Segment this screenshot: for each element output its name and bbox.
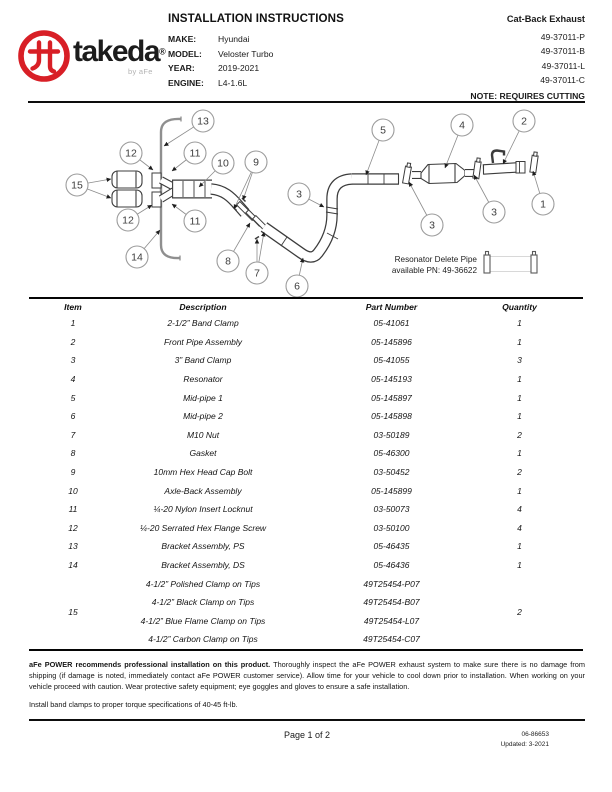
table-cell: 4-1/2” Polished Clamp on Tips <box>145 578 261 589</box>
table-cell: 05-145193 <box>371 374 412 385</box>
svg-text:3: 3 <box>491 206 497 219</box>
svg-text:15: 15 <box>71 179 83 192</box>
table-cell: 05-41061 <box>373 318 410 329</box>
mid-pipe-1-art <box>352 174 399 183</box>
table-cell: 3” Band Clamp <box>174 355 232 366</box>
table-cell: 05-41055 <box>373 355 410 366</box>
table-cell: 05-46300 <box>373 448 410 459</box>
table-cell: 14 <box>68 560 78 571</box>
axle-back-art <box>161 180 245 213</box>
table-cell: 49T25454-P07 <box>363 578 420 589</box>
header-right <box>470 12 585 104</box>
callout-3 <box>288 183 310 205</box>
table-cell: 49T25454-L07 <box>363 615 420 626</box>
table-cell: 1 <box>517 336 522 347</box>
table-cell: 4 <box>517 504 522 515</box>
vehicle-label: ENGINE: <box>168 77 204 88</box>
table-cell: 03-50189 <box>373 429 410 440</box>
table-cell: 4-1/2” Blue Flame Clamp on Tips <box>140 615 266 626</box>
table-cell: 49T25454-C07 <box>363 634 420 645</box>
table-cell: 05-145898 <box>371 411 412 422</box>
table-cell: 1 <box>517 318 522 329</box>
svg-text:3: 3 <box>296 188 302 201</box>
callout-5 <box>372 119 394 141</box>
table-cell: 1 <box>517 392 522 403</box>
table-cell: 4 <box>517 522 522 533</box>
table-cell: 03-50452 <box>373 467 410 478</box>
svg-text:11: 11 <box>189 215 201 228</box>
svg-text:9: 9 <box>253 156 259 169</box>
kit-part-number: 49-37011-C <box>540 75 585 86</box>
updated-date: Updated: 3-2021 <box>500 740 549 748</box>
table-cell: 3 <box>517 355 522 366</box>
warning-lead: aFe POWER recommends professional installation on this product. <box>29 660 271 669</box>
table-cell: 3 <box>70 355 76 366</box>
table-cell: 15 <box>68 606 78 617</box>
table-cell: Mid-pipe 1 <box>183 392 223 403</box>
vehicle-row <box>168 32 344 47</box>
table-row-tip-option <box>29 574 583 593</box>
table-row <box>29 556 583 575</box>
callout-12 <box>120 142 142 164</box>
table-cell: 1 <box>517 448 522 459</box>
callout-15 <box>66 174 88 196</box>
table-cell: 4-1/2” Carbon Clamp on Tips <box>148 634 258 645</box>
table-row <box>29 426 583 445</box>
vehicle-row <box>168 47 344 62</box>
svg-text:12: 12 <box>122 214 134 227</box>
table-row <box>29 500 583 519</box>
installation-warning <box>29 659 585 692</box>
footer-divider <box>29 719 585 721</box>
brand-name: takeda <box>73 35 160 68</box>
column-header: Part Number <box>365 301 418 312</box>
svg-text:8: 8 <box>225 255 231 268</box>
kit-part-numbers <box>470 30 585 88</box>
table-cell: ¼-20 Serrated Hex Flange Screw <box>139 522 267 533</box>
table-cell: 4-1/2” Black Clamp on Tips <box>151 597 255 608</box>
svg-text:6: 6 <box>294 280 300 293</box>
svg-text:10: 10 <box>217 157 229 170</box>
resonator-delete-pipe-art <box>484 252 537 274</box>
vehicle-value: Hyundai <box>218 34 250 44</box>
cutting-note: NOTE: REQUIRES CUTTING <box>470 90 585 101</box>
svg-text:5: 5 <box>380 124 386 137</box>
table-cell: 1 <box>517 374 522 385</box>
callout-10 <box>212 152 234 174</box>
callout-9 <box>245 151 267 173</box>
vehicle-info <box>168 32 344 90</box>
svg-text:2: 2 <box>521 115 527 128</box>
doc-number: 06-86653 <box>521 731 549 739</box>
table-cell: 10 <box>68 485 78 496</box>
table-cell: 03-50100 <box>373 522 410 533</box>
callout-6 <box>286 275 308 297</box>
table-cell: 6 <box>70 411 76 422</box>
page-title: INSTALLATION INSTRUCTIONS <box>168 12 344 25</box>
callout-8 <box>217 250 239 272</box>
vehicle-label: MAKE: <box>168 34 197 44</box>
table-row <box>29 519 583 538</box>
callout-7 <box>246 262 268 284</box>
table-row <box>29 481 583 500</box>
kit-part-number: 49-37011-B <box>540 46 585 57</box>
callout-1 <box>532 193 554 215</box>
table-cell: 05-145899 <box>371 485 412 496</box>
callout-2 <box>513 110 535 132</box>
product-name: Cat-Back Exhaust <box>506 14 585 24</box>
table-cell: 13 <box>68 541 78 552</box>
table-cell: 03-50073 <box>373 504 410 515</box>
table-row <box>29 463 583 482</box>
table-row <box>29 388 583 407</box>
vehicle-value: L4-1.6L <box>218 77 248 88</box>
vehicle-value: 2019-2021 <box>218 63 260 74</box>
torque-note: Install band clamps to proper torque specifications of 40-45 ft-lb. <box>29 700 238 710</box>
table-cell: 2 <box>517 429 522 440</box>
table-cell: M10 Nut <box>186 429 220 440</box>
table-cell: 9 <box>70 467 76 478</box>
table-row <box>29 314 583 333</box>
table-cell: ¼-20 Nylon Insert Locknut <box>153 504 253 515</box>
tip-flanges-art <box>152 173 161 207</box>
footer <box>29 659 585 749</box>
callout-3 <box>483 201 505 223</box>
svg-text:13: 13 <box>197 115 209 128</box>
callout-14 <box>126 246 148 268</box>
registered-mark: ® <box>159 46 166 57</box>
callout-12 <box>117 209 139 231</box>
svg-text:1: 1 <box>540 198 546 211</box>
table-cell: 1 <box>517 541 522 552</box>
table-cell: 49T25454-B07 <box>363 597 420 608</box>
svg-text:14: 14 <box>131 251 143 264</box>
takeda-logo <box>18 30 166 82</box>
exploded-parts-diagram <box>0 103 612 299</box>
table-cell: 05-46436 <box>373 560 410 571</box>
table-row <box>29 537 583 556</box>
callout-11 <box>184 142 206 164</box>
table-cell: 11 <box>68 504 78 515</box>
table-cell: 8 <box>70 448 76 459</box>
resonator-art <box>412 164 474 184</box>
table-cell: 1 <box>517 485 522 496</box>
table-cell: 1 <box>70 318 76 329</box>
table-cell: 05-145896 <box>371 336 412 347</box>
table-row <box>29 333 583 352</box>
table-cell: 2 <box>517 606 522 617</box>
callout-11 <box>184 210 206 232</box>
vehicle-value: Veloster Turbo <box>218 48 274 59</box>
table-cell: Front Pipe Assembly <box>163 336 243 347</box>
brand-byline: by aFe <box>127 67 153 76</box>
page-indicator: Page 1 of 2 <box>283 730 331 741</box>
table-cell: 5 <box>70 392 76 403</box>
table-cell: 4 <box>70 374 76 385</box>
column-header: Description <box>179 301 227 312</box>
parts-table <box>29 297 583 651</box>
kit-part-number: 49-37011-L <box>541 60 585 71</box>
callout-3 <box>421 214 443 236</box>
table-cell: 2-1/2” Band Clamp <box>167 318 239 329</box>
table-cell: 05-145897 <box>371 392 412 403</box>
table-cell: 2 <box>70 336 76 347</box>
band-clamp-art <box>530 152 539 173</box>
table-cell: Bracket Assembly, PS <box>161 541 245 552</box>
band-clamp-art <box>403 163 412 184</box>
resonator-delete-note-line1: Resonator Delete Pipe <box>394 255 477 264</box>
vehicle-label: YEAR: <box>168 63 195 74</box>
warning-body: Thoroughly inspect the aFe POWER exhaust system to make sure there is no damage from shipping (if damage is noted, immediately contact aFe POWER customer service). Allow time for your vehicle to cool down prior to installation. When working on your vehicle proceed with caution. Wear protective safety equipment; eye goggles and gloves to ensure a safe installation. <box>29 660 585 692</box>
svg-text:7: 7 <box>254 267 260 280</box>
exhaust-tips-art <box>112 171 142 207</box>
diagram-line-art <box>112 117 539 274</box>
table-cell: 7 <box>70 429 76 440</box>
table-cell: 2 <box>517 467 522 478</box>
table-row <box>29 407 583 426</box>
svg-text:11: 11 <box>189 147 201 160</box>
vehicle-row <box>168 76 344 91</box>
table-header-row <box>29 298 583 314</box>
takeda-emblem-icon <box>18 30 70 82</box>
svg-text:3: 3 <box>429 219 435 232</box>
vehicle-row <box>168 61 344 76</box>
svg-text:4: 4 <box>459 119 465 132</box>
table-cell: 1 <box>517 560 522 571</box>
table-cell: 10mm Hex Head Cap Bolt <box>153 467 253 478</box>
table-row <box>29 351 583 370</box>
callout-13 <box>192 110 214 132</box>
svg-text:12: 12 <box>125 147 137 160</box>
table-cell: Mid-pipe 2 <box>183 411 223 422</box>
table-cell: Gasket <box>189 448 217 459</box>
table-cell: Axle-Back Assembly <box>164 485 242 496</box>
resonator-delete-note-line2: available PN: 49-36622 <box>391 266 477 275</box>
column-header: Quantity <box>502 301 537 312</box>
table-cell: 12 <box>68 522 78 533</box>
table-cell: 05-46435 <box>373 541 410 552</box>
column-header: Item <box>64 301 82 312</box>
vehicle-label: MODEL: <box>168 48 202 59</box>
header-info <box>168 12 344 90</box>
kit-part-number: 49-37011-P <box>540 31 585 42</box>
table-row <box>29 370 583 389</box>
callout-4 <box>451 114 473 136</box>
table-cell: Bracket Assembly, DS <box>161 560 245 571</box>
table-row <box>29 444 583 463</box>
table-cell: 1 <box>517 411 522 422</box>
table-cell: Resonator <box>183 374 223 385</box>
